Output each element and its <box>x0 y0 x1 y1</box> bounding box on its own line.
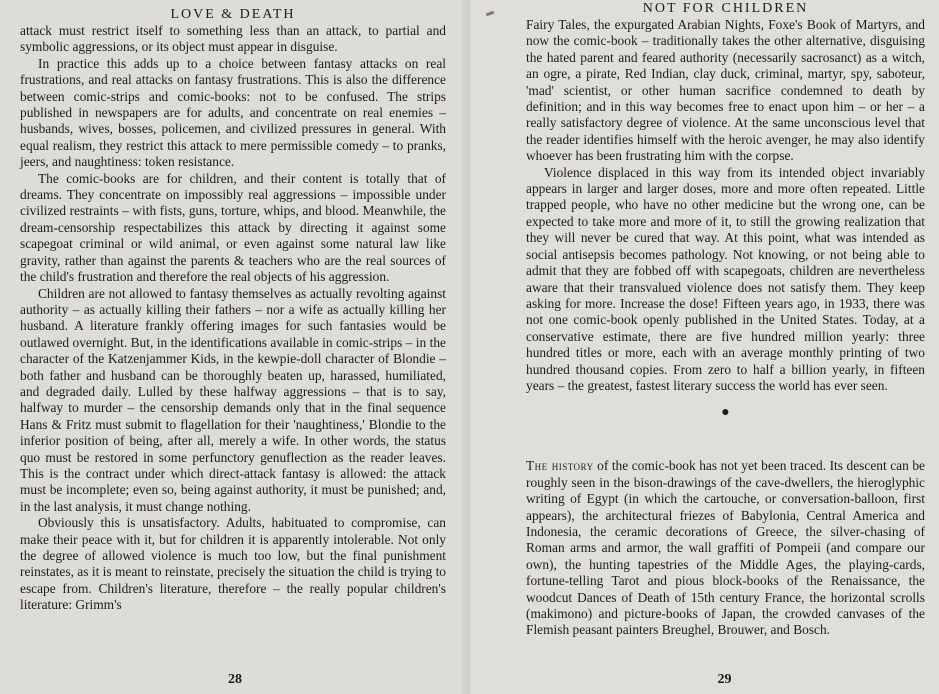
section-text <box>526 458 925 638</box>
left-page-text <box>20 23 446 614</box>
paragraph: Children are not allowed to fantasy themselves as actually revolting against authority – as actually killing their fathers – nor a wife as actually killing her husband. A literature frankly offering images for such fantasies would be outlawed overnight. But, in the identifications available in comic-strips – in the character of the Katzenjammer Kids, in the kewpie-doll character of Blondie – both father and husband can be thoroughly beaten up, harassed, humiliated, and degraded daily. Lulled by these halfway aggressions – that is to say, halfway to murder – the censorship demands only that in the final sequence Hans & Fritz must submit to flagellation for their 'naughtiness,' Blondie to the inferior position of being, after all, merely a wife. In other words, the status quo must be restored in some perfunctory genuflection as the reader leaves. This is the contract under which direct-attack fantasy is allowed: the attack must be incomplete; even so, being against authority, it must be punished; and, in the last analysis, it must change nothing. <box>20 285 446 514</box>
section-paragraph <box>526 458 925 638</box>
paragraph: The comic-books are for children, and their content is totally that of dreams. They concentrate on impossibly real aggressions – impossible under civilized restraints – with fists, guns, torture, whips, and blood. Meanwhile, the dream-censorship respectabilizes this attack by directing it against some scapegoat criminal or wild animal, or even against some natural law like gravity, rather than against the parents & teachers who are the real sources of the child's frustration and therefore the real objects of his aggression. <box>20 170 446 285</box>
paragraph: Obviously this is unsatisfactory. Adults, habituated to compromise, can make their peace with it, but for children it is apparently intolerable. Not only the degree of allowed violence is much too low, but the final punishment reinstates, as it is meant to reinstate, precisely the situation the child is trying to escape from. Children's literature, therefore – the really popular children's literature: Grimm's <box>20 515 446 613</box>
page-number-right: 29 <box>717 672 732 687</box>
section-lead-in: The history <box>526 458 594 474</box>
paragraph: Violence displaced in this way from its intended object invariably appears in larger and larger doses, more and more often repeated. Little trapped people, who have no other medicine but the wrong one, can be expected to take more and more of it, to still the growing realization that they will never be cured that way. At this point, what was intended as social antisepsis becomes pathology. Not knowing, or not being able to admit that they are fobbed off with scapegoats, children are nevertheless aware that their transvalued violence does not satisfy them. They keep asking for more. Increase the dose! Fifteen years ago, in 1933, there was not one comic-book openly published in the United States. Today, at a conservative estimate, there are five hundred million yearly: three hundred titles or more, each with an average monthly printing of two hundred thousand copies. From zero to half a billion yearly, in fifteen years – the greatest, fastest literary success the world has ever seen. <box>526 164 925 393</box>
page-number-left: 28 <box>228 672 242 687</box>
section-break-ornament: ● <box>721 405 730 421</box>
right-page <box>470 0 939 694</box>
running-head-left: LOVE & DEATH <box>170 7 296 22</box>
running-head-right: NOT FOR CHILDREN <box>642 1 809 16</box>
section-body: of the comic-book has not yet been traced. Its descent can be roughly seen in the bison-drawings of the cave-dwellers, the hieroglyphic writing of Egypt (in which the cartouche, or conversation-balloon, first appears), the architectural friezes of Babylonia, Central America and Indonesia, the ceramic decorations of Greece, the silver-chasing of Roman arms and armor, the wall graffiti of Pompeii (and compare our own), the hunting tapestries of the Middle Ages, the playing-cards, fortune-telling Tarot and pious block-books of the Renaissance, the woodcut Dances of Death of 15th century France, the horizontal scrolls (makimono) and picture-books of Japan, the crowded canvases of the Flemish peasant painters Breughel, Brouwer, and Bosch. <box>526 458 926 638</box>
paragraph: Fairy Tales, the expurgated Arabian Nights, Foxe's Book of Martyrs, and now the comic-book – traditionally takes the other alternative, disguising the hated parent and feared authority (necessarily sacrosanct) as a witch, an ogre, a pirate, Red Indian, clay duck, criminal, martyr, spy, saboteur, 'mad' scientist, or other human sacrifice condemned to death by definition; and in this way becomes free to enact upon him – or her – a really satisfactory degree of violence. At the same unconscious level that the reader identifies himself with the heroic avenger, he may also identify whoever has been frustrating him with the corpse. <box>526 17 925 164</box>
right-page-text <box>526 17 925 394</box>
paragraph: In practice this adds up to a choice between fantasy attacks on real frustrations, and real attacks on fantasy frustrations. This is also the difference between comic-strips and comic-books: not to be confused. The strips published in newspapers are for adults, and concentrate on real enemies – husbands, wives, bosses, policemen, and civilized pressures in general. With equal realism, they restrict this attack to mere permissible comedy – to pranks, jeers, and naughtiness: token resistance. <box>20 55 446 170</box>
paragraph: attack must restrict itself to something less than an attack, to partial and symbolic aggressions, or its object must appear in disguise. <box>20 23 446 55</box>
